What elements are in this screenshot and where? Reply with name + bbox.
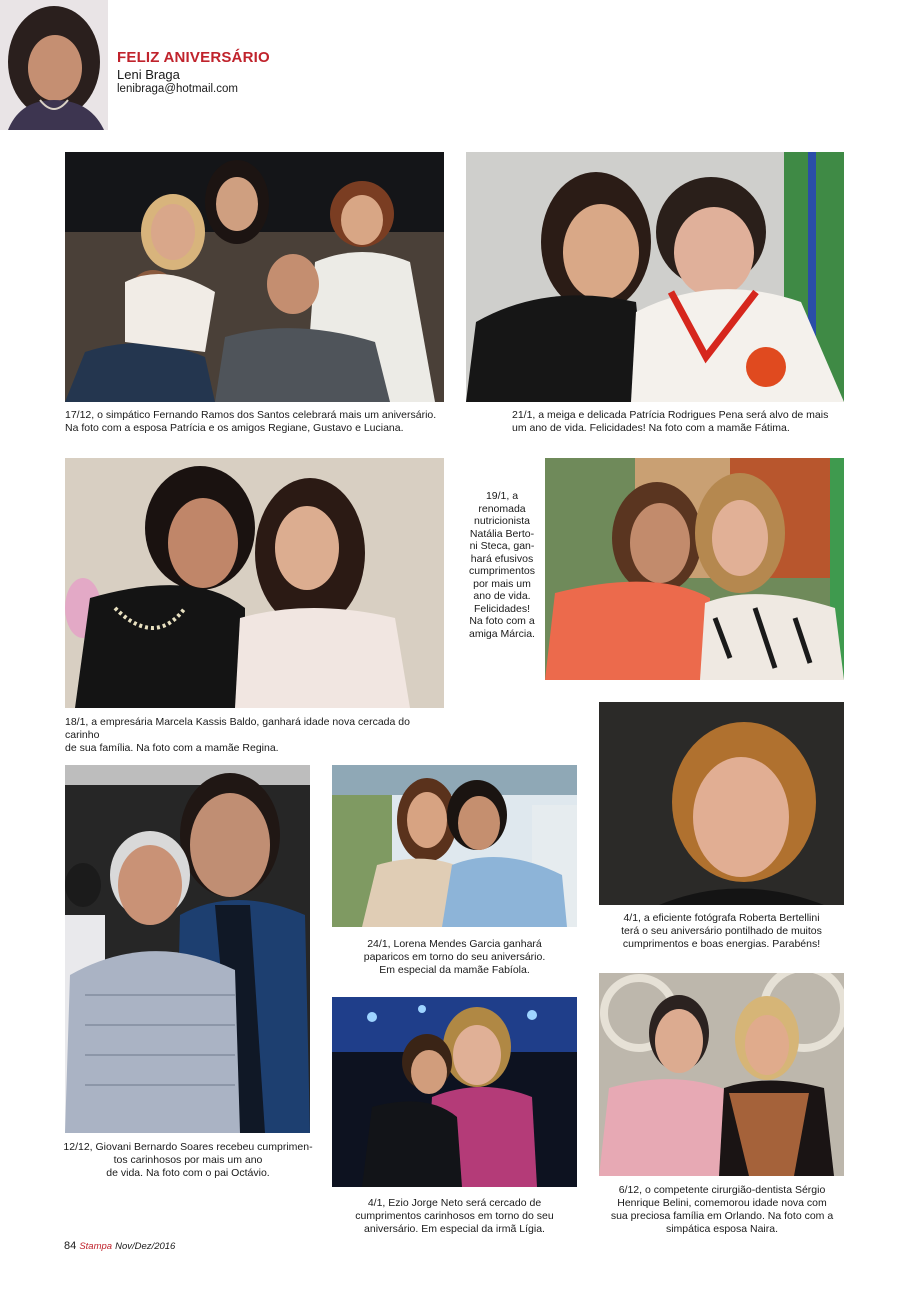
caption-line: Felicidades! [473,602,531,615]
caption-line: 24/1, Lorena Mendes Garcia ganhará [367,938,542,950]
photo-fernando [65,152,444,402]
columnist-photo [0,0,108,130]
caption-line: tos carinhosos por mais um ano [113,1154,263,1166]
caption-sergio [596,1184,848,1236]
caption-line: cumprimentos [469,565,535,577]
caption-line: 21/1, a meiga e delicada Patrícia Rodrigues Pena será alvo de mais [512,409,829,421]
caption-patricia [512,409,844,435]
photo-sergio [599,973,844,1176]
caption-line: Na foto com a esposa Patrícia e os amigos Regiane, Gustavo e Luciana. [65,422,404,434]
photo-natalia [545,458,844,680]
magazine-brand: Stampa [79,1241,113,1252]
caption-line: renomada [478,502,526,515]
caption-line: ano de vida. [473,590,531,602]
photo-giovani [65,765,310,1133]
caption-line: cumprimentos carinhosos em torno do seu [355,1210,554,1222]
caption-marcela [65,716,445,755]
caption-line: hará efusivos [470,552,534,565]
caption-line: aniversário. Em especial da irmã Lígia. [364,1223,545,1235]
caption-fernando [65,409,444,435]
section-title: FELIZ ANIVERSÁRIO [117,49,270,66]
photo-patricia [466,152,844,402]
caption-line: nutricionista [473,515,531,527]
caption-line: 18/1, a empresária Marcela Kassis Baldo, ganhará idade nova cercada do carinho [65,716,410,741]
caption-line: simpática esposa Naira. [665,1223,779,1235]
caption-line: amiga Márcia. [469,627,535,640]
caption-line: 12/12, Giovani Bernardo Soares recebeu cumprimen- [63,1141,313,1153]
caption-line: Natália Berto- [469,527,535,540]
caption-roberta [599,912,844,951]
caption-line: 19/1, a [485,490,519,502]
caption-line: Na foto com a [469,615,535,627]
photo-marcela [65,458,444,708]
photo-roberta [599,702,844,905]
author-name: Leni Braga [117,67,180,82]
caption-line: sua preciosa família em Orlando. Na foto com a [610,1210,834,1222]
caption-line: Em especial da mamãe Fabíola. [379,964,530,976]
page-number: 84 [64,1240,77,1252]
caption-line: por mais um [473,577,531,590]
caption-line: de sua família. Na foto com a mamãe Regina. [65,742,279,754]
caption-line: Henrique Belini, comemorou idade nova com [617,1197,827,1209]
caption-ezio [332,1197,577,1236]
caption-line: 4/1, a eficiente fotógrafa Roberta Bertellini [623,912,820,924]
author-email[interactable]: lenibraga@hotmail.com [117,83,238,95]
photo-ezio [332,997,577,1187]
caption-lorena [332,938,577,977]
caption-line: 4/1, Ezio Jorge Neto será cercado de [367,1197,542,1209]
caption-line: ni Steca, gan- [469,540,535,552]
caption-line: cumprimentos e boas energias. Parabéns! [622,938,821,950]
caption-line: 6/12, o competente cirurgião-dentista Sérgio [618,1184,826,1196]
caption-line: terá o seu aniversário pontilhado de muitos [621,925,822,937]
caption-line: de vida. Na foto com o pai Octávio. [106,1167,270,1179]
caption-natalia [462,490,542,640]
photo-lorena [332,765,577,927]
caption-line: um ano de vida. Felicidades! Na foto com a mamãe Fátima. [512,422,790,434]
caption-giovani [62,1141,314,1180]
caption-line: 17/12, o simpático Fernando Ramos dos Santos celebrará mais um aniversário. [65,409,437,421]
page-footer [64,1240,175,1252]
caption-line: paparicos em torno do seu aniversário. [363,951,546,963]
issue-date: Nov/Dez/2016 [115,1241,176,1252]
